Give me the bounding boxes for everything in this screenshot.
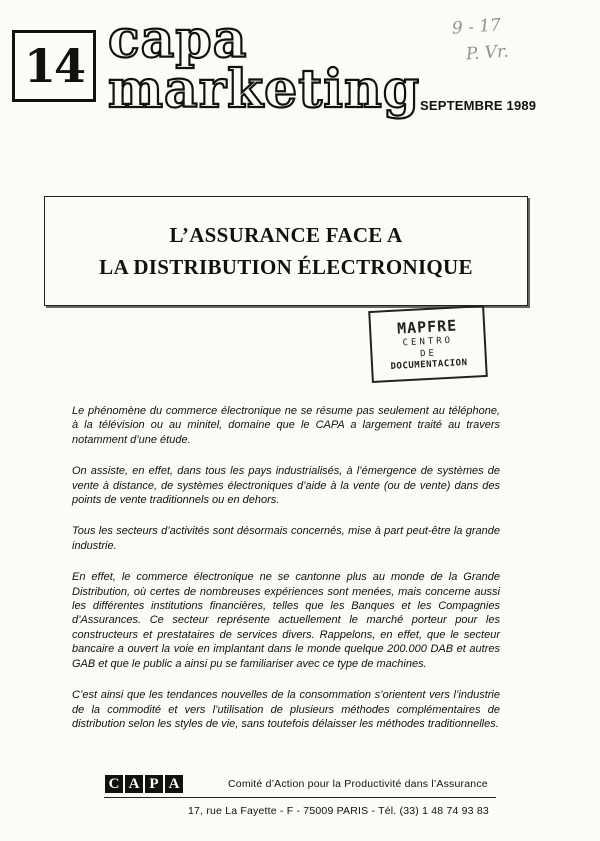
body-paragraph: Le phénomène du commerce électronique ne se résume pas seulement au téléphone, à la télévision ou au minitel, domaine que le CAPA a largement traité au travers notamment d’une étude. (72, 405, 500, 446)
library-stamp (368, 305, 488, 383)
masthead-logo-line-1: capa (108, 9, 248, 70)
title-line-1: L’ASSURANCE FACE A (169, 223, 403, 247)
body-paragraph: Tous les secteurs d’activités sont désormais concernés, mise à part peut-être la grande industrie. (72, 525, 500, 552)
body-paragraph: On assiste, en effet, dans tous les pays industrialisés, à l’émergence de systèmes de vente à distance, de systèmes électroniques d’aide à la vente (ou de vente) dans des points de vente traditionnels ou en dehors. (72, 465, 500, 507)
issue-number: 14 (12, 30, 96, 102)
handwritten-note-2: P. Vr. (465, 41, 510, 65)
stamp-line-2: CENTRO (402, 335, 454, 349)
org-logo-badge (104, 774, 184, 794)
org-letter: A (164, 774, 184, 794)
body-paragraph: C’est ainsi que les tendances nouvelles de la consommation s’orientent vers l’industrie de la commodité et vers l’utilisation de plusieurs méthodes complémentaires de distribution selon les styles de vie, sans toutefois délaisser les méthodes traditionnelles. (72, 689, 500, 730)
title-line-2: LA DISTRIBUTION ÉLECTRONIQUE (99, 255, 473, 279)
stamp-line-3: DE (419, 348, 438, 360)
stamp-line-4: DOCUMENTACION (390, 357, 468, 372)
org-full-name: Comité d’Action pour la Productivité dans l’Assurance (228, 778, 488, 790)
org-address: 17, rue La Fayette - F - 75009 PARIS - Tél. (33) 1 48 74 93 83 (188, 805, 489, 817)
masthead-logo-line-2: marketing (108, 59, 421, 120)
article-body (72, 404, 500, 748)
footer-divider (104, 797, 496, 798)
issue-date: SEPTEMBRE 1989 (420, 98, 537, 113)
stamp-line-1: MAPFRE (396, 316, 458, 338)
org-letter: A (124, 774, 144, 794)
org-letter: P (144, 774, 164, 794)
body-paragraph: En effet, le commerce électronique ne se cantonne plus au monde de la Grande Distribution, où certes de nombreuses expériences sont menées, mais concerne aussi les différentes institutions financières, telles que les Banques et les Compagnies d’Assurances. Ce secteur représente actuellement le marché porteur pour les constructeurs et prestataires de services divers. Rappelons, en effet, que le secteur bancaire a ouvert la voie en implantant dans le monde quelque 200.000 DAB et autres GAB et que le public a ainsi pu se familiariser avec ce type de machines. (72, 571, 500, 670)
org-letter: C (104, 774, 124, 794)
handwritten-note-1: 9 - 17 (451, 15, 502, 39)
title-frame (44, 196, 528, 306)
